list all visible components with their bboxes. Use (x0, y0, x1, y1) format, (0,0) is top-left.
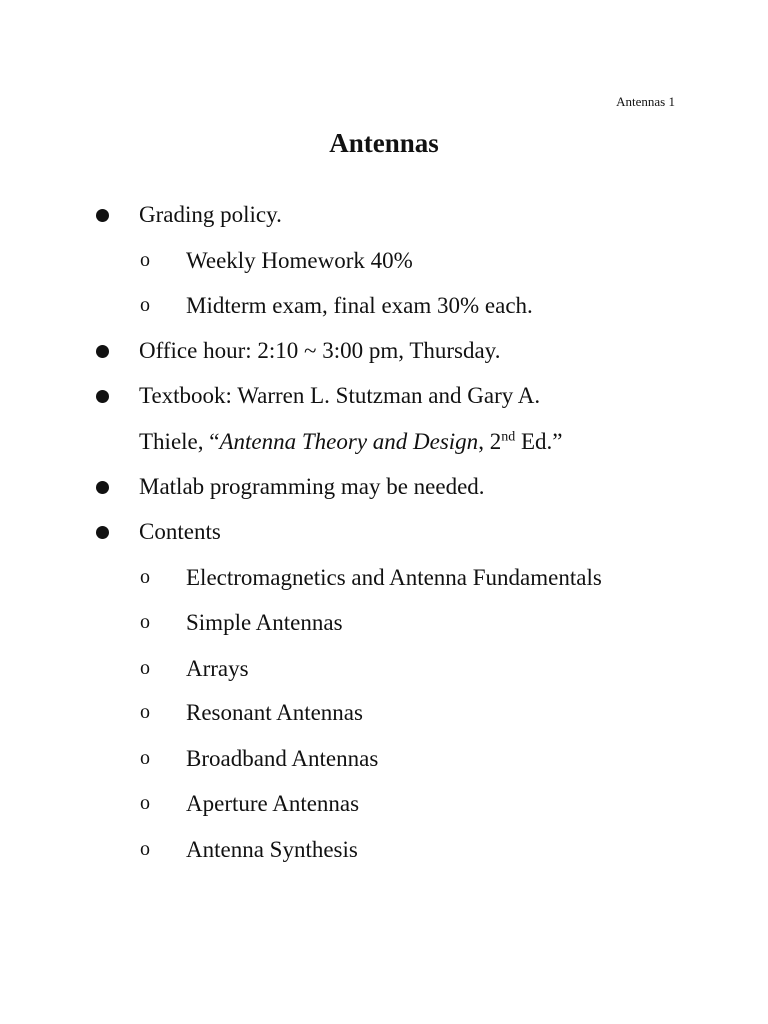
bullet-dot-icon (96, 526, 109, 539)
sublist-item-contents: Simple Antennas (186, 610, 343, 635)
sublist-item-exams: Midterm exam, final exam 30% each. (186, 293, 533, 318)
bullet-circle-icon: o (140, 611, 150, 633)
bullet-dot-icon (96, 390, 109, 403)
bullet-circle-icon: o (140, 657, 150, 679)
sublist-item-contents: Antenna Synthesis (186, 837, 358, 862)
bullet-circle-icon: o (140, 294, 150, 316)
bullet-dot-icon (96, 481, 109, 494)
sublist-item-homework: Weekly Homework 40% (186, 248, 413, 273)
page-title: Antennas (329, 128, 439, 158)
list-item-contents: Contents (139, 519, 221, 544)
sublist-item-contents: Electromagnetics and Antenna Fundamentals (186, 565, 602, 590)
list-item-office-hour: Office hour: 2:10 ~ 3:00 pm, Thursday. (139, 338, 501, 363)
sublist-item-contents: Resonant Antennas (186, 700, 363, 725)
bullet-circle-icon: o (140, 838, 150, 860)
textbook-sup: nd (501, 429, 516, 445)
sublist-item-contents: Arrays (186, 656, 249, 681)
list-item-matlab: Matlab programming may be needed. (139, 474, 485, 499)
list-item-textbook: Textbook: Warren L. Stutzman and Gary A. (139, 383, 541, 408)
textbook-prefix: Thiele, “ (139, 429, 220, 454)
bullet-circle-icon: o (140, 792, 150, 814)
sublist-item-contents: Broadband Antennas (186, 746, 379, 771)
page-header-label: Antennas 1 (616, 94, 675, 109)
bullet-circle-icon: o (140, 701, 150, 723)
bullet-circle-icon: o (140, 566, 150, 588)
textbook-mid: , 2 (478, 429, 502, 454)
list-item-grading: Grading policy. (139, 202, 282, 227)
sublist-item-contents: Aperture Antennas (186, 791, 360, 816)
bullet-dot-icon (96, 345, 109, 358)
list-item-textbook-continuation (139, 427, 562, 457)
bullet-circle-icon: o (140, 249, 150, 271)
textbook-suffix: Ed.” (515, 429, 563, 454)
bullet-circle-icon: o (140, 747, 150, 769)
bullet-dot-icon (96, 209, 109, 222)
textbook-title: Antenna Theory and Design (219, 429, 479, 454)
